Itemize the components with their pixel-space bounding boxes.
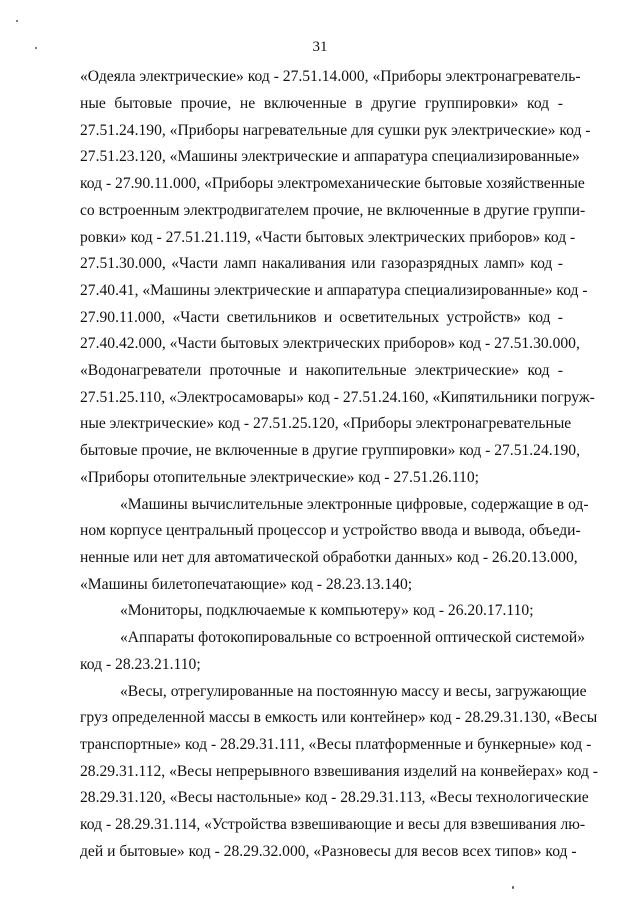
text-line: 27.51.25.110, «Электросамовары» код - 27.51.24.160, «Кипятильники погруж- — [80, 389, 595, 406]
text-line: 28.29.31.112, «Весы непрерывного взвешивания изделий на конвейерах» код - — [80, 763, 598, 780]
paragraph-first-line: «Весы, отрегулированные на постоянную массу и весы, загружающие — [120, 683, 587, 700]
text-line: груз определенной массы в емкость или контейнер» код - 28.29.31.130, «Весы — [80, 709, 598, 726]
text-line: 27.90.11.000, «Части светильников и осветительных устройств» код - — [80, 309, 563, 326]
text-line: «Одеяла электрические» код - 27.51.14.000, «Приборы электронагреватель- — [80, 68, 581, 85]
text-line: 27.51.23.120, «Машины электрические и аппаратура специализированные» — [80, 148, 580, 165]
text-line: код - 28.29.31.114, «Устройства взвешивающие и весы для взвешивания лю- — [80, 816, 586, 833]
text-line: ненные или нет для автоматической обработки данных» код - 26.20.13.000, — [80, 549, 578, 566]
text-line: «Машины билетопечатающие» код - 28.23.13.140; — [80, 576, 413, 593]
paragraph-first-line: «Аппараты фотокопировальные со встроенной оптической системой» — [120, 629, 586, 646]
text-line: код - 27.90.11.000, «Приборы электромеханические бытовые хозяйственные — [80, 175, 585, 192]
text-line: бытовые прочие, не включенные в другие группировки» код - 27.51.24.190, — [80, 442, 580, 459]
text-line: 27.40.42.000, «Части бытовых электрических приборов» код - 27.51.30.000, — [80, 335, 580, 352]
scan-speck — [35, 47, 37, 49]
text-line: «Водонагреватели проточные и накопительные электрические» код - — [80, 362, 563, 379]
text-line: ровки» код - 27.51.21.119, «Части бытовых электрических приборов» код - — [80, 229, 576, 246]
text-line: 27.51.30.000, «Части ламп накаливания или газоразрядных ламп» код - — [80, 255, 563, 272]
text-line: 28.29.31.120, «Весы настольные» код - 28.29.31.113, «Весы технологические — [80, 789, 589, 806]
paragraph-first-line: «Мониторы, подключаемые к компьютеру» код - 26.20.17.110; — [120, 602, 534, 619]
text-line: ные электрические» код - 27.51.25.120, «Приборы электронагревательные — [80, 415, 572, 432]
scan-speck — [512, 886, 514, 889]
text-line: 27.40.41, «Машины электрические и аппаратура специализированные» код - — [80, 282, 588, 299]
text-line: дей и бытовые» код - 28.29.32.000, «Разновесы для весов всех типов» код - — [80, 843, 577, 860]
text-line: транспортные» код - 28.29.31.111, «Весы платформенные и бункерные» код - — [80, 736, 592, 753]
paragraph-first-line: «Машины вычислительные электронные цифровые, содержащие в од- — [120, 496, 589, 513]
text-line: 27.51.24.190, «Приборы нагревательные для сушки рук электрические» код - — [80, 122, 591, 139]
text-line: ном корпусе центральный процессор и устройство ввода и вывода, объеди- — [80, 522, 581, 539]
text-line: со встроенным электродвигателем прочие, не включенные в другие группи- — [80, 202, 586, 219]
page-number: 31 — [312, 39, 328, 55]
text-line: код - 28.23.21.110; — [80, 656, 201, 673]
text-line: «Приборы отопительные электрические» код - 27.51.26.110; — [80, 469, 479, 486]
scan-speck — [16, 20, 18, 22]
text-line: ные бытовые прочие, не включенные в другие группировки» код - — [80, 95, 563, 112]
